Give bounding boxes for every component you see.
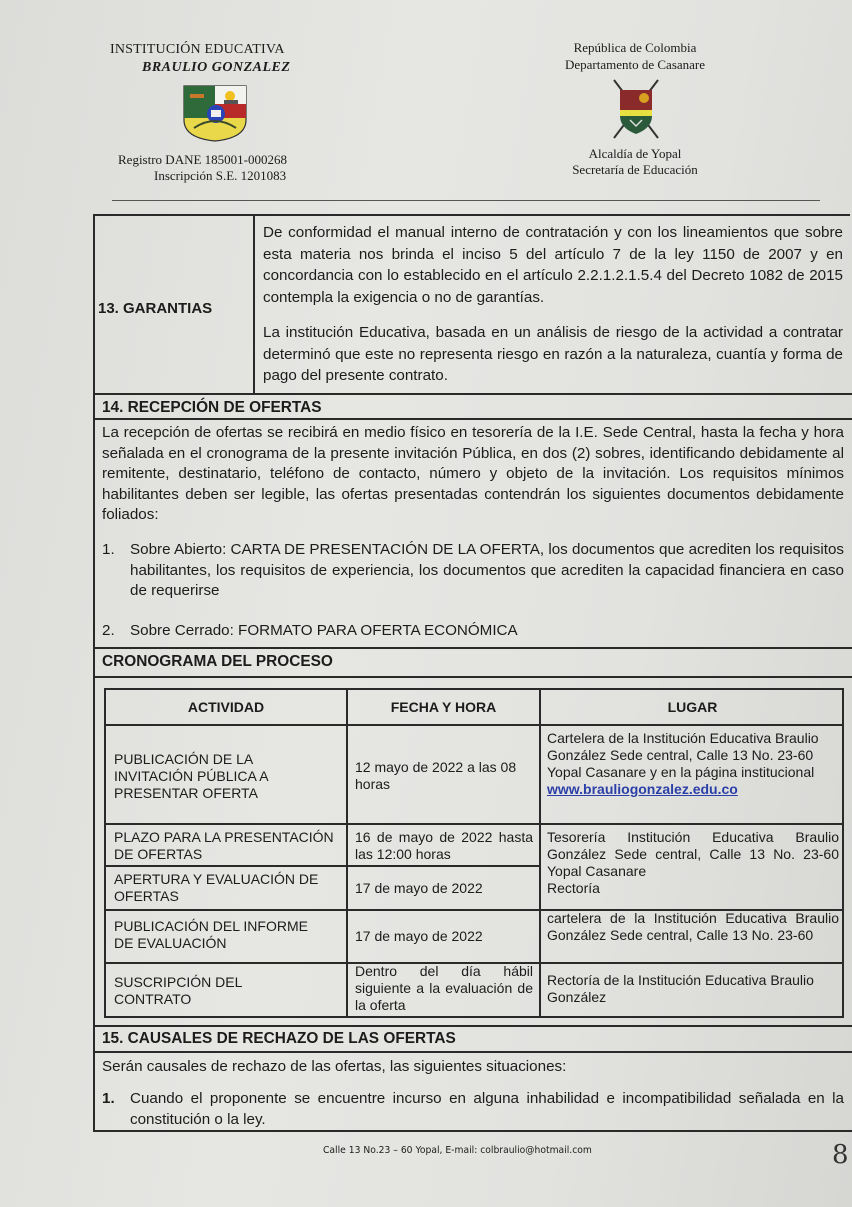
divider: [95, 393, 852, 395]
row-divider: [106, 724, 842, 726]
cell-lugar: Rectoría de la Institución Educativa Braulio González: [547, 972, 814, 1005]
header-actividad: ACTIVIDAD: [187, 699, 265, 715]
lugar-text: Rectoría: [547, 880, 600, 896]
cell-actividad: APERTURA Y EVALUACIÓN DE OFERTAS: [114, 871, 319, 904]
cell-fecha: 16 de mayo de 2022 hasta las 12:00 horas: [355, 829, 533, 862]
row-divider: [106, 823, 842, 825]
divider: [95, 1051, 852, 1053]
rechazo-title: 15. CAUSALES DE RECHAZO DE LAS OFERTAS: [102, 1030, 456, 1047]
republica-label: República de Colombia: [573, 40, 697, 55]
cell-fecha: Dentro del día hábil siguiente a la evaluación de la oferta: [355, 963, 533, 1013]
recepcion-body: La recepción de ofertas se recibirá en medio físico en tesorería de la I.E. Sede Central, hasta la fecha y hora señalada en el cronograma de la presente invitación Pública, en dos (2) sobres, identificando debidamente al remitente, destinatario, teléfono de contacto, número y objeto de la invitación. Los requisitos mínimos habilitantes deben ser legible, las ofertas presentadas contendrán los siguientes documentos debidamente foliados:: [102, 424, 844, 523]
lugar-text: Tesorería Institución Educativa Braulio González Sede central, Calle 13 No. 23-60 Yopal Casanare: [547, 829, 839, 879]
divider: [95, 1025, 852, 1027]
registro-dane: Registro DANE 185001-000268: [118, 152, 287, 167]
cell-fecha: 17 de mayo de 2022: [355, 880, 483, 896]
institution-website-link[interactable]: www.brauliogonzalez.edu.co: [547, 781, 738, 797]
cell-lugar: [547, 829, 839, 897]
cell-fecha: 12 mayo de 2022 a las 08 horas: [355, 759, 517, 792]
departamento-label: Departamento de Casanare: [564, 57, 706, 72]
handwritten-page-number: 8: [832, 1140, 849, 1170]
cell-lugar: cartelera de la Institución Educativa Braulio González Sede central, Calle 13 No. 23-60: [547, 910, 839, 943]
column-divider: [539, 690, 541, 1016]
rechazo-intro: Serán causales de rechazo de las ofertas, las siguientes situaciones:: [102, 1058, 567, 1075]
cronograma-title: CRONOGRAMA DEL PROCESO: [102, 653, 333, 670]
list-number: 1.: [102, 541, 115, 558]
divider: [95, 1130, 852, 1132]
cell-actividad: PUBLICACIÓN DE LA INVITACIÓN PÚBLICA A PRESENTAR OFERTA: [114, 751, 268, 801]
footer-address: Calle 13 No.23 – 60 Yopal, E-mail: colbraulio@hotmail.com: [323, 1145, 592, 1156]
garantias-paragraph: La institución Educativa, basada en un análisis de riesgo de la actividad a contratar determinó que este no representa riesgo en razón a la naturaleza, cuantía y forma de pago del presente contrato.: [263, 324, 843, 384]
inscripcion-se: Inscripción S.E. 1201083: [154, 168, 287, 183]
casanare-coat-of-arms-icon: [608, 76, 664, 142]
header-divider: [112, 200, 820, 201]
column-divider: [346, 690, 348, 1016]
divider: [95, 676, 852, 678]
header-lugar: LUGAR: [667, 699, 718, 715]
cell-lugar: [547, 730, 839, 798]
secretaria-label: Secretaría de Educación: [572, 162, 698, 177]
list-number: 1.: [102, 1090, 115, 1107]
divider: [95, 647, 852, 649]
institution-name: INSTITUCIÓN EDUCATIVA: [110, 42, 285, 57]
school-coat-of-arms-icon: [182, 84, 248, 142]
lugar-text: Cartelera de la Institución Educativa Braulio González Sede central, Calle 13 No. 23-60 Yopal Casanare y en la página institucional: [547, 730, 819, 780]
divider: [95, 418, 852, 420]
cell-actividad: SUSCRIPCIÓN DEL CONTRATO: [114, 974, 242, 1007]
recepcion-title: 14. RECEPCIÓN DE OFERTAS: [102, 399, 322, 416]
schedule-table: [104, 688, 844, 1018]
alcaldia-label: Alcaldía de Yopal: [588, 146, 682, 161]
garantias-label-cell: [95, 216, 255, 394]
section-garantias: [95, 216, 852, 394]
document-table: [93, 214, 850, 1132]
list-text: Sobre Abierto: CARTA DE PRESENTACIÓN DE LA OFERTA, los documentos que acrediten los requisitos habilitantes, los requisitos de experiencia, los documentos que acrediten la capacidad financiera en caso de requerirse: [130, 541, 844, 599]
list-number: 2.: [102, 622, 115, 639]
header-fecha: FECHA Y HORA: [390, 699, 497, 715]
cell-fecha: 17 de mayo de 2022: [355, 928, 483, 944]
cell-actividad: PLAZO PARA LA PRESENTACIÓN DE OFERTAS: [114, 829, 334, 862]
row-divider: [106, 865, 539, 867]
list-text: Sobre Cerrado: FORMATO PARA OFERTA ECONÓMICA: [130, 622, 518, 639]
cell-actividad: PUBLICACIÓN DEL INFORME DE EVALUACIÓN: [114, 918, 308, 951]
garantias-paragraph: De conformidad el manual interno de contratación y con los lineamientos que sobre esta materia nos brinda el inciso 5 del artículo 7 de la ley 1150 de 2007 y en concordancia con lo establecido en el artículo 2.2.1.2.1.5.4 del Decreto 1082 de 2015 contempla la exigencia o no de garantías.: [263, 224, 843, 306]
list-text: Cuando el proponente se encuentre incurso en alguna inhabilidad e incompatibilidad señalada en la constitución o la ley.: [130, 1090, 844, 1128]
garantias-title: 13. GARANTIAS: [98, 300, 213, 317]
garantias-text: [263, 222, 843, 387]
institution-subtitle: BRAULIO GONZALEZ: [142, 60, 291, 75]
